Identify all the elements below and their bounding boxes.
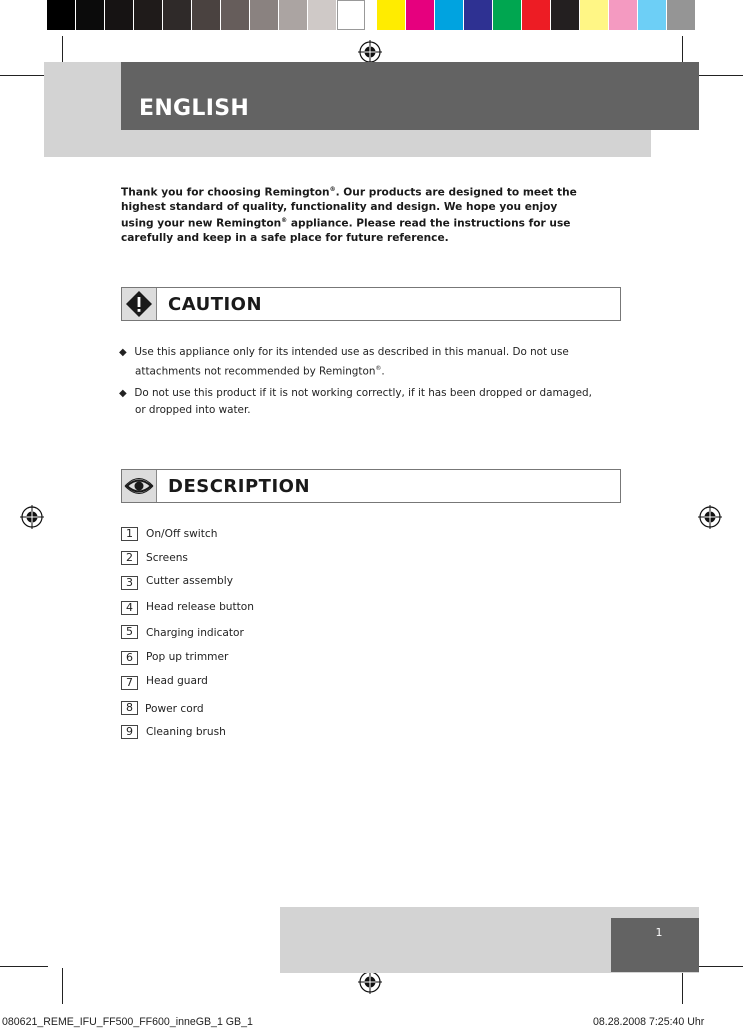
crop-mark — [62, 968, 63, 1004]
part-label: Cutter assembly — [146, 575, 233, 587]
part-label: Power cord — [145, 703, 204, 715]
intro-text: Thank you for choosing Remington — [121, 186, 330, 199]
color-swatch — [580, 0, 608, 30]
registered-mark: ® — [375, 365, 382, 372]
caution-text: . — [381, 365, 385, 378]
registered-mark: ® — [329, 186, 336, 193]
crop-mark — [0, 966, 48, 967]
registered-mark: ® — [281, 217, 288, 225]
page-number: 1 — [655, 926, 663, 939]
registration-mark-icon — [358, 40, 382, 64]
part-number: 4 — [121, 601, 138, 615]
intro-paragraph — [121, 183, 591, 245]
registration-mark-icon — [358, 970, 382, 994]
print-slug-timestamp: 08.28.2008 7:25:40 Uhr — [593, 1016, 705, 1028]
part-number: 7 — [121, 676, 138, 690]
color-swatch — [435, 0, 463, 30]
color-swatch — [522, 0, 550, 30]
crop-mark — [697, 966, 743, 967]
color-swatch — [76, 0, 104, 30]
caution-bullet — [119, 385, 609, 418]
crop-mark — [697, 75, 743, 76]
intro-text: appliance. Please read the instructions for use carefully and keep in a safe place for future reference. — [121, 217, 571, 244]
diamond-bullet-icon: ◆ — [119, 388, 127, 399]
part-label: Head release button — [146, 601, 255, 613]
caution-header — [121, 287, 621, 321]
caution-text: Do not use this product if it is not working correctly, if it has been dropped or damaged, — [134, 387, 592, 399]
color-swatch — [279, 0, 307, 30]
color-swatch — [464, 0, 492, 30]
color-swatch — [221, 0, 249, 30]
page-title: ENGLISH — [139, 96, 250, 121]
color-swatch — [493, 0, 521, 30]
diamond-bullet-icon: ◆ — [119, 347, 127, 358]
color-swatch — [638, 0, 666, 30]
color-swatch — [377, 0, 405, 30]
color-swatch — [308, 0, 336, 30]
color-swatch — [163, 0, 191, 30]
color-swatch — [134, 0, 162, 30]
part-number: 8 — [121, 701, 138, 715]
color-swatch — [105, 0, 133, 30]
part-number: 6 — [121, 651, 138, 665]
part-label: On/Off switch — [146, 528, 218, 540]
part-label: Pop up trimmer — [146, 651, 229, 663]
part-number: 1 — [121, 527, 138, 541]
color-swatch — [406, 0, 434, 30]
print-slug-filename: 080621_REME_IFU_FF500_FF600_inneGB_1 GB_1 — [2, 1016, 253, 1028]
color-swatch — [337, 0, 365, 30]
description-header — [121, 469, 621, 503]
caution-bullet — [119, 344, 609, 379]
color-swatch — [667, 0, 695, 30]
color-swatch — [551, 0, 579, 30]
part-label: Head guard — [146, 675, 208, 687]
part-label: Cleaning brush — [146, 726, 226, 738]
part-number: 5 — [121, 625, 138, 639]
caution-text: or dropped into water. — [135, 404, 251, 416]
registration-mark-icon — [698, 505, 722, 529]
color-swatch — [609, 0, 637, 30]
color-swatch — [192, 0, 220, 30]
registration-mark-icon — [20, 505, 44, 529]
part-number: 9 — [121, 725, 138, 739]
caution-text: Use this appliance only for its intended use as described in this manual. Do not use — [134, 346, 569, 358]
caution-title: CAUTION — [168, 294, 263, 315]
exclamation-icon — [122, 288, 157, 320]
part-label: Charging indicator — [146, 627, 244, 639]
crop-mark — [0, 75, 48, 76]
color-swatch — [250, 0, 278, 30]
caution-text: attachments not recommended by Remington — [135, 365, 376, 378]
description-title: DESCRIPTION — [168, 476, 311, 497]
crop-mark — [682, 968, 683, 1004]
part-number: 3 — [121, 576, 138, 590]
eye-icon — [122, 470, 157, 502]
part-label: Screens — [146, 552, 188, 564]
color-swatch — [47, 0, 75, 30]
part-number: 2 — [121, 551, 138, 565]
intro-text: . Our products are designed to meet the highest standard of quality, functionality and design. We hope you enjoy using your new Remington — [121, 186, 577, 230]
